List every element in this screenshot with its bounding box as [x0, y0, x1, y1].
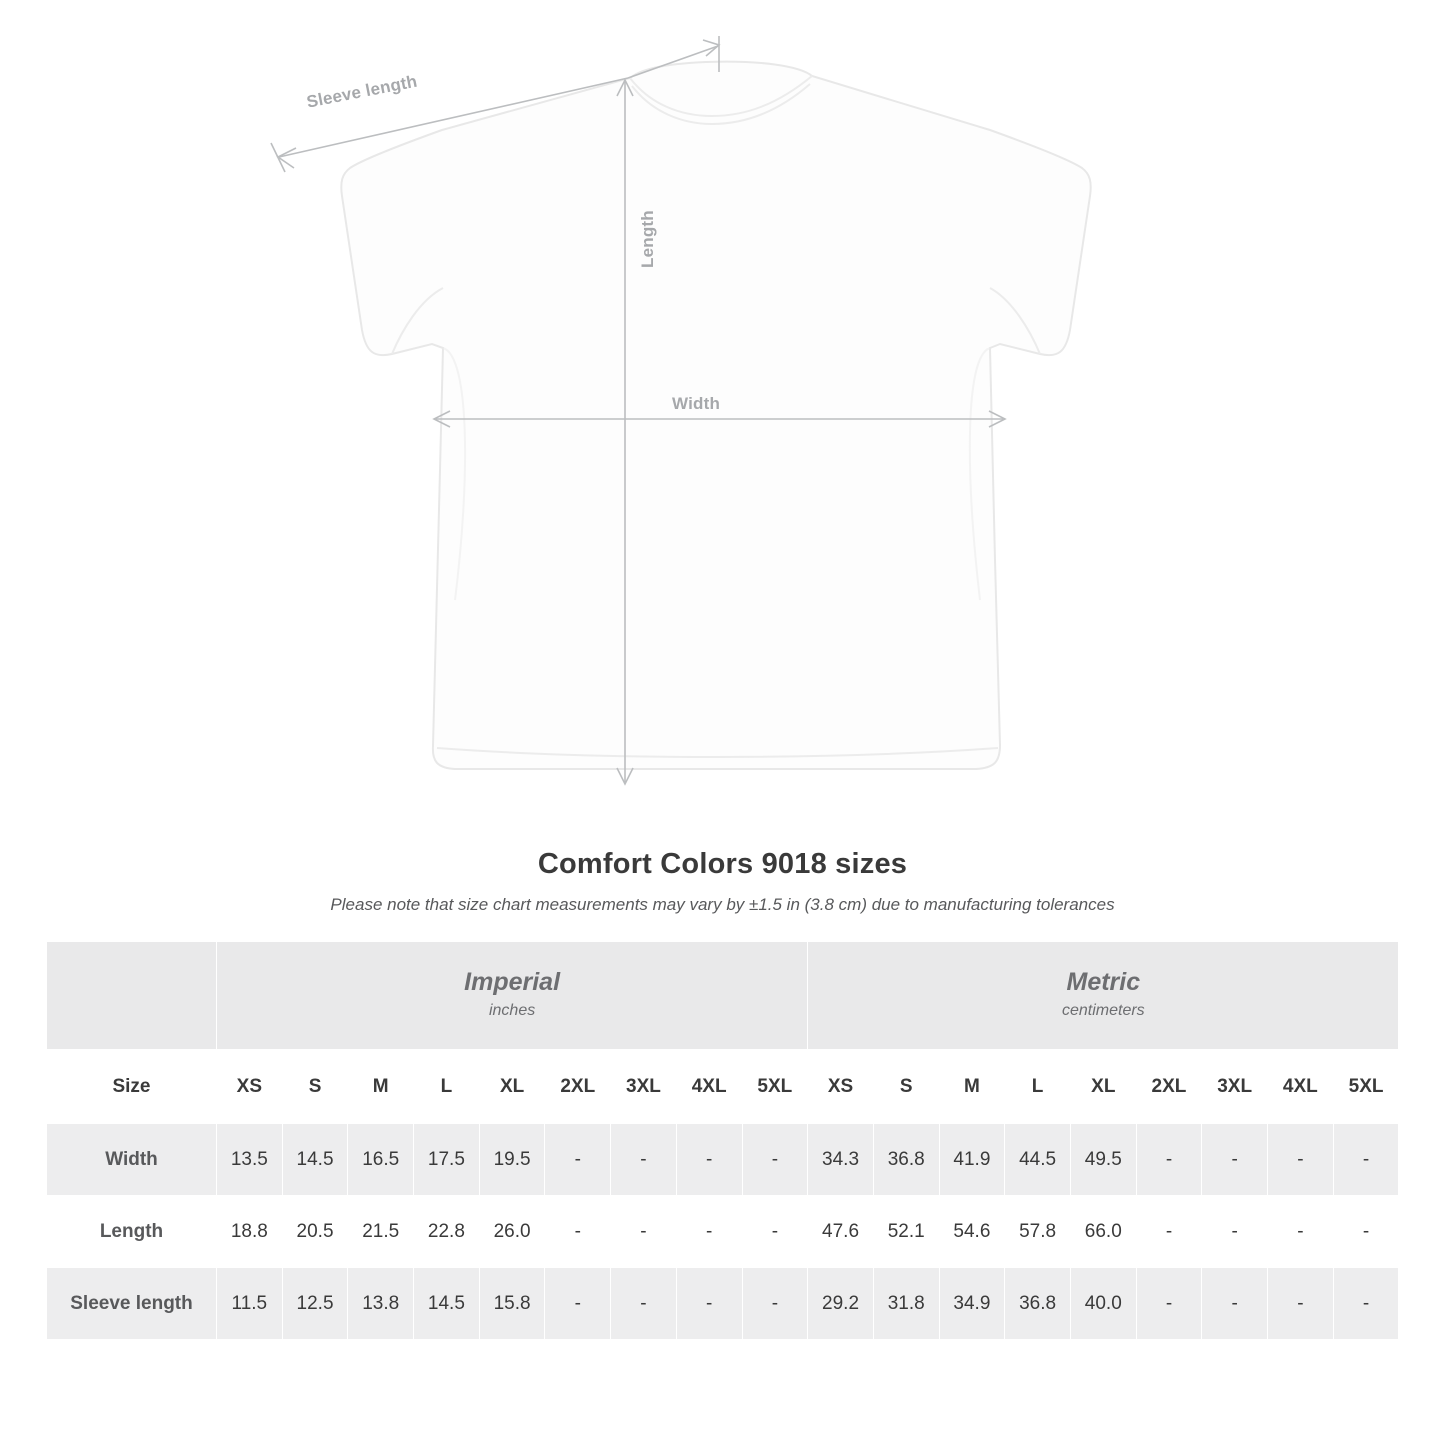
cell-length-metric-2xl: -	[1136, 1196, 1202, 1268]
cell-width-metric-xs: 34.3	[808, 1124, 874, 1196]
cell-sleeve-metric-2xl: -	[1136, 1268, 1202, 1340]
size-header-metric-m: M	[939, 1050, 1005, 1124]
cell-width-imperial-2xl: -	[545, 1124, 611, 1196]
cell-width-metric-m: 41.9	[939, 1124, 1005, 1196]
sleeve-length-label: Sleeve length	[305, 71, 419, 112]
size-header-metric-l: L	[1005, 1050, 1071, 1124]
cell-width-metric-2xl: -	[1136, 1124, 1202, 1196]
cell-sleeve-metric-l: 36.8	[1005, 1268, 1071, 1340]
size-header-imperial-4xl: 4XL	[676, 1050, 742, 1124]
cell-length-imperial-l: 22.8	[414, 1196, 480, 1268]
unit-name-imperial: Imperial	[464, 968, 561, 997]
cell-length-imperial-4xl: -	[676, 1196, 742, 1268]
cell-length-metric-xs: 47.6	[808, 1196, 874, 1268]
cell-sleeve-metric-5xl: -	[1333, 1268, 1399, 1340]
size-header-metric-xl: XL	[1070, 1050, 1136, 1124]
cell-length-imperial-s: 20.5	[282, 1196, 348, 1268]
row-label-sleeve-length: Sleeve length	[47, 1268, 217, 1340]
cell-width-imperial-xs: 13.5	[217, 1124, 283, 1196]
size-header-row	[47, 1050, 1399, 1124]
size-header-metric-5xl: 5XL	[1333, 1050, 1399, 1124]
size-table	[46, 941, 1399, 1340]
unit-header-row	[47, 942, 1399, 1050]
width-label: Width	[672, 394, 721, 413]
size-header-metric-xs: XS	[808, 1050, 874, 1124]
cell-length-imperial-xl: 26.0	[479, 1196, 545, 1268]
cell-sleeve-imperial-s: 12.5	[282, 1268, 348, 1340]
cell-length-metric-l: 57.8	[1005, 1196, 1071, 1268]
tolerance-note: Please note that size chart measurements may vary by ±1.5 in (3.8 cm) due to manufacturing tolerances	[330, 895, 1115, 914]
cell-width-metric-3xl: -	[1202, 1124, 1268, 1196]
cell-width-metric-5xl: -	[1333, 1124, 1399, 1196]
page-title: Comfort Colors 9018 sizes	[537, 848, 908, 880]
table-corner-cell	[47, 942, 217, 1050]
table-row	[47, 1196, 1399, 1268]
cell-length-imperial-xs: 18.8	[217, 1196, 283, 1268]
cell-sleeve-metric-m: 34.9	[939, 1268, 1005, 1340]
cell-sleeve-imperial-2xl: -	[545, 1268, 611, 1340]
title-block	[0, 848, 1445, 915]
cell-sleeve-imperial-5xl: -	[742, 1268, 808, 1340]
cell-sleeve-metric-xl: 40.0	[1070, 1268, 1136, 1340]
cell-sleeve-metric-4xl: -	[1268, 1268, 1334, 1340]
unit-group-metric	[808, 942, 1399, 1050]
size-header-imperial-2xl: 2XL	[545, 1050, 611, 1124]
cell-width-imperial-4xl: -	[676, 1124, 742, 1196]
size-header-imperial-s: S	[282, 1050, 348, 1124]
cell-width-imperial-3xl: -	[611, 1124, 677, 1196]
size-header-metric-2xl: 2XL	[1136, 1050, 1202, 1124]
size-header-label: Size	[47, 1050, 217, 1124]
size-header-imperial-l: L	[414, 1050, 480, 1124]
size-header-imperial-xs: XS	[217, 1050, 283, 1124]
cell-sleeve-imperial-m: 13.8	[348, 1268, 414, 1340]
size-header-imperial-5xl: 5XL	[742, 1050, 808, 1124]
cell-width-imperial-s: 14.5	[282, 1124, 348, 1196]
unit-group-imperial	[217, 942, 808, 1050]
cell-sleeve-imperial-4xl: -	[676, 1268, 742, 1340]
cell-sleeve-imperial-3xl: -	[611, 1268, 677, 1340]
size-header-imperial-3xl: 3XL	[611, 1050, 677, 1124]
cell-width-imperial-5xl: -	[742, 1124, 808, 1196]
cell-sleeve-metric-s: 31.8	[873, 1268, 939, 1340]
unit-name-metric: Metric	[1066, 968, 1141, 997]
cell-width-metric-l: 44.5	[1005, 1124, 1071, 1196]
cell-width-metric-4xl: -	[1268, 1124, 1334, 1196]
table-row	[47, 1124, 1399, 1196]
cell-length-metric-xl: 66.0	[1070, 1196, 1136, 1268]
cell-length-metric-m: 54.6	[939, 1196, 1005, 1268]
cell-length-metric-5xl: -	[1333, 1196, 1399, 1268]
unit-sub-metric: centimeters	[1061, 1002, 1145, 1020]
size-header-imperial-xl: XL	[479, 1050, 545, 1124]
unit-sub-imperial: inches	[488, 1002, 536, 1020]
cell-sleeve-imperial-xl: 15.8	[479, 1268, 545, 1340]
cell-sleeve-imperial-l: 14.5	[414, 1268, 480, 1340]
size-header-metric-s: S	[873, 1050, 939, 1124]
cell-length-metric-4xl: -	[1268, 1196, 1334, 1268]
cell-length-metric-s: 52.1	[873, 1196, 939, 1268]
cell-length-imperial-2xl: -	[545, 1196, 611, 1268]
cell-width-metric-xl: 49.5	[1070, 1124, 1136, 1196]
cell-width-metric-s: 36.8	[873, 1124, 939, 1196]
row-label-width: Width	[47, 1124, 217, 1196]
cell-width-imperial-m: 16.5	[348, 1124, 414, 1196]
cell-sleeve-metric-xs: 29.2	[808, 1268, 874, 1340]
table-row	[47, 1268, 1399, 1340]
row-label-length: Length	[47, 1196, 217, 1268]
cell-width-imperial-xl: 19.5	[479, 1124, 545, 1196]
size-header-imperial-m: M	[348, 1050, 414, 1124]
cell-sleeve-metric-3xl: -	[1202, 1268, 1268, 1340]
cell-length-imperial-m: 21.5	[348, 1196, 414, 1268]
size-table-wrapper	[0, 941, 1445, 1340]
cell-length-imperial-5xl: -	[742, 1196, 808, 1268]
length-label: Length	[638, 210, 657, 268]
size-header-metric-4xl: 4XL	[1268, 1050, 1334, 1124]
cell-sleeve-imperial-xs: 11.5	[217, 1268, 283, 1340]
cell-width-imperial-l: 17.5	[414, 1124, 480, 1196]
cell-length-metric-3xl: -	[1202, 1196, 1268, 1268]
cell-length-imperial-3xl: -	[611, 1196, 677, 1268]
size-header-metric-3xl: 3XL	[1202, 1050, 1268, 1124]
